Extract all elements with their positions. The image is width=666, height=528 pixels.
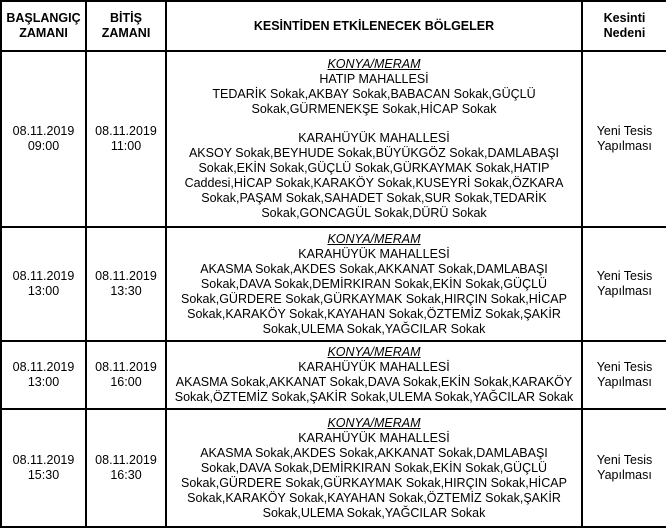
start-cell xyxy=(1,227,86,341)
header-reason-line-1: Kesinti xyxy=(603,11,646,25)
end-date: 08.11.2019 xyxy=(95,453,157,467)
end-cell xyxy=(86,409,166,527)
end-date: 08.11.2019 xyxy=(95,124,157,138)
header-end-line-1: BİTİŞ xyxy=(110,11,142,25)
neighborhood-name: KARAHÜYÜK MAHALLESİ xyxy=(298,246,450,261)
street-list-line: TEDARİK Sokak,AKBAY Sokak,BABACAN Sokak,GÜÇLÜ xyxy=(212,87,536,101)
street-list-line: Sokak,ÖZTEMİZ Sokak,ŞAKİR Sokak,ULEMA Sokak,YAĞCILAR Sokak xyxy=(174,390,574,404)
street-list-line: AKASMA Sokak,AKKANAT Sokak,DAVA Sokak,EKİN Sokak,KARAKÖY xyxy=(175,375,573,389)
street-list-line: Sokak,ULEMA Sokak,YAĞCILAR Sokak xyxy=(262,505,486,520)
end-time: 16:30 xyxy=(110,468,142,482)
table-row xyxy=(1,51,666,227)
street-list-line: Sokak,GONCAGÜL Sokak,DÜRÜ Sokak xyxy=(261,206,487,220)
street-list-line: Sokak,GÜRDERE Sokak,GÜRKAYMAK Sokak,HIRÇIN Sokak,HİCAP xyxy=(181,475,567,490)
reason-cell xyxy=(582,409,666,527)
regions-cell xyxy=(166,409,582,527)
table-row xyxy=(1,341,666,409)
reason-line-2: Yapılması xyxy=(597,375,652,389)
street-list-line: Sokak,GÜRDERE Sokak,GÜRKAYMAK Sokak,HIRÇIN Sokak,HİCAP xyxy=(181,291,567,306)
end-cell xyxy=(86,341,166,409)
reason-line-1: Yeni Tesis xyxy=(596,453,653,467)
start-date: 08.11.2019 xyxy=(12,453,75,467)
start-date: 08.11.2019 xyxy=(12,124,75,138)
header-start-line-1: BAŞLANGIÇ xyxy=(6,11,81,25)
end-cell xyxy=(86,227,166,341)
regions-cell xyxy=(166,227,582,341)
block-gap xyxy=(167,117,581,131)
end-time: 13:30 xyxy=(110,284,142,298)
street-list-line: AKASMA Sokak,AKDES Sokak,AKKANAT Sokak,DAMLABAŞI xyxy=(200,261,548,276)
header-start-time xyxy=(1,1,86,51)
start-date: 08.11.2019 xyxy=(12,269,75,283)
region-name: KONYA/MERAM xyxy=(327,345,421,359)
reason-cell xyxy=(582,341,666,409)
street-list-line: Sokak,EKİN Sokak,GÜÇLÜ Sokak,GÜRKAYMAK Sokak,HATIP xyxy=(198,161,550,175)
reason-cell xyxy=(582,51,666,227)
street-list-line: Sokak,KARAKÖY Sokak,KAYAHAN Sokak,ÖZTEMİZ Sokak,ŞAKİR xyxy=(187,490,561,505)
end-time: 16:00 xyxy=(110,375,142,389)
street-list-line: AKASMA Sokak,AKDES Sokak,AKKANAT Sokak,DAMLABAŞI xyxy=(200,445,548,460)
neighborhood-name: HATIP MAHALLESİ xyxy=(319,72,429,86)
street-list-line: Sokak,KARAKÖY Sokak,KAYAHAN Sokak,ÖZTEMİZ Sokak,ŞAKİR xyxy=(187,306,561,321)
start-time: 09:00 xyxy=(27,139,60,153)
neighborhood-name: KARAHÜYÜK MAHALLESİ xyxy=(298,360,450,374)
street-list-line: Sokak,GÜRMENEKŞE Sokak,HİCAP Sokak xyxy=(251,102,497,116)
start-time: 15:30 xyxy=(27,468,60,482)
reason-line-1: Yeni Tesis xyxy=(596,360,653,374)
region-name: KONYA/MERAM xyxy=(327,57,421,71)
header-regions-label: KESİNTİDEN ETKİLENECEK BÖLGELER xyxy=(253,18,495,33)
header-reason-line-2: Nedeni xyxy=(603,26,646,40)
header-start-line-2: ZAMANI xyxy=(19,26,68,40)
header-row xyxy=(1,1,666,51)
reason-line-1: Yeni Tesis xyxy=(596,124,653,138)
end-date: 08.11.2019 xyxy=(95,360,157,374)
start-cell xyxy=(1,409,86,527)
end-cell xyxy=(86,51,166,227)
start-time: 13:00 xyxy=(27,284,60,298)
header-reason xyxy=(582,1,666,51)
reason-cell xyxy=(582,227,666,341)
region-name: KONYA/MERAM xyxy=(327,415,421,430)
header-end-line-2: ZAMANI xyxy=(101,26,151,40)
street-list-line: Sokak,PAŞAM Sokak,SAHADET Sokak,SUR Sokak,TEDARİK xyxy=(201,191,547,205)
start-date: 08.11.2019 xyxy=(12,360,75,374)
street-list-line: Sokak,DAVA Sokak,DEMİRKIRAN Sokak,EKİN Sokak,GÜÇLÜ xyxy=(200,460,548,475)
end-time: 11:00 xyxy=(110,139,142,153)
neighborhood-name: KARAHÜYÜK MAHALLESİ xyxy=(298,430,450,445)
reason-line-2: Yapılması xyxy=(597,139,652,153)
street-list-line: AKSOY Sokak,BEYHUDE Sokak,BÜYÜKGÖZ Sokak,DAMLABAŞI xyxy=(188,146,560,160)
header-end-time xyxy=(86,1,166,51)
street-list-line: Caddesi,HİCAP Sokak,KARAKÖY Sokak,KUSEYRİ Sokak,ÖZKARA xyxy=(184,176,564,190)
reason-line-2: Yapılması xyxy=(597,284,652,298)
end-date: 08.11.2019 xyxy=(95,269,157,283)
reason-line-2: Yapılması xyxy=(597,468,652,482)
neighborhood-name: KARAHÜYÜK MAHALLESİ xyxy=(298,131,450,145)
table-row xyxy=(1,409,666,527)
reason-line-1: Yeni Tesis xyxy=(596,269,653,283)
start-cell xyxy=(1,51,86,227)
table-row xyxy=(1,227,666,341)
start-time: 13:00 xyxy=(27,375,60,389)
street-list-line: Sokak,DAVA Sokak,DEMİRKIRAN Sokak,EKİN Sokak,GÜÇLÜ xyxy=(200,276,548,291)
start-cell xyxy=(1,341,86,409)
regions-cell xyxy=(166,341,582,409)
street-list-line: Sokak,ULEMA Sokak,YAĞCILAR Sokak xyxy=(262,321,486,336)
header-affected-regions xyxy=(166,1,582,51)
regions-cell xyxy=(166,51,582,227)
region-name: KONYA/MERAM xyxy=(327,231,421,246)
